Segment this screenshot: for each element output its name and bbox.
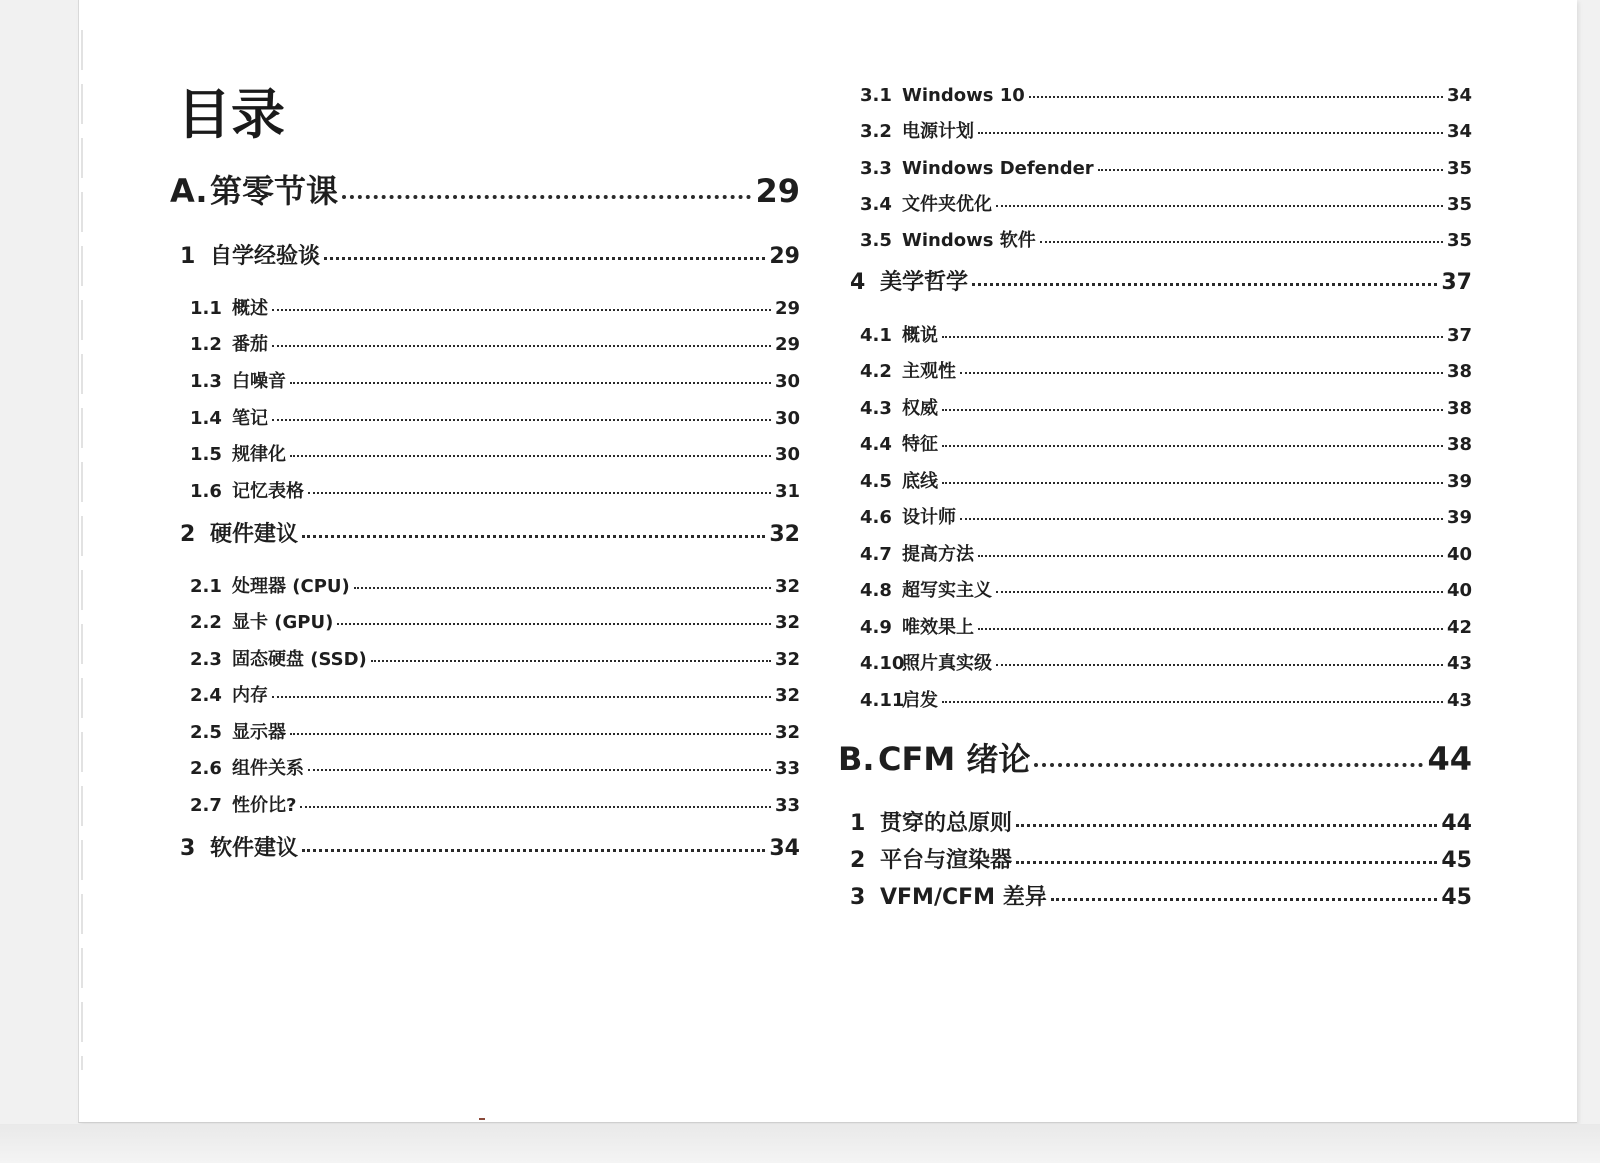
entry-number: 2 <box>180 522 196 547</box>
page-number: 30 <box>774 371 800 392</box>
toc-entry-chapter <box>850 270 1472 296</box>
dot-leader <box>337 623 771 625</box>
entry-title: 文件夹优化 <box>902 194 992 215</box>
entry-number: 2.3 <box>190 649 222 670</box>
entry-title: 照片真实级 <box>902 653 992 674</box>
entry-title: 白噪音 <box>232 371 286 392</box>
toc-entry-part <box>170 172 800 210</box>
dot-leader <box>324 257 765 260</box>
dot-leader <box>1016 824 1437 827</box>
page-number: 35 <box>1446 194 1472 215</box>
page-number: 32 <box>774 722 800 743</box>
toc-entry-chapter <box>850 848 1472 874</box>
entry-number: 3 <box>180 836 196 861</box>
toc-entry-chapter <box>180 836 800 862</box>
toc-entry-sub <box>860 434 1472 456</box>
entry-number: 3 <box>850 885 866 910</box>
toc-entry-sub <box>860 230 1472 252</box>
dot-leader <box>1098 169 1443 171</box>
dot-leader <box>1029 96 1443 98</box>
entry-title: 固态硬盘 (SSD) <box>232 649 367 670</box>
entry-title: 性价比? <box>232 795 297 816</box>
dot-leader <box>996 591 1443 593</box>
scan-speck <box>479 1118 485 1120</box>
toc-entry-sub <box>190 758 800 780</box>
toc-entry-sub <box>860 158 1472 180</box>
page-number: 29 <box>755 172 800 210</box>
entry-number: 4.3 <box>860 398 892 419</box>
toc-entry-sub <box>190 481 800 503</box>
dot-leader <box>354 587 771 589</box>
entry-number: 1 <box>850 811 866 836</box>
dot-leader <box>272 419 771 421</box>
toc-entry-sub <box>190 576 800 598</box>
entry-number: 1 <box>180 244 196 269</box>
entry-title: Windows Defender <box>902 158 1094 179</box>
page-number: 29 <box>774 298 800 319</box>
entry-title: 硬件建议 <box>210 522 299 547</box>
page-number: 33 <box>774 758 800 779</box>
toc-entry-sub <box>860 471 1472 493</box>
page-number: 44 <box>1427 740 1472 778</box>
entry-number: 3.5 <box>860 230 892 251</box>
toc-entry-sub <box>860 325 1472 347</box>
entry-title: 概述 <box>232 298 268 319</box>
entry-title: 主观性 <box>902 361 956 382</box>
toc-entry-sub <box>190 685 800 707</box>
entry-title: CFM 绪论 <box>878 740 1031 778</box>
page-number: 39 <box>1446 507 1472 528</box>
entry-number: 4.7 <box>860 544 892 565</box>
entry-number: 1.6 <box>190 481 222 502</box>
page-number: 38 <box>1446 361 1472 382</box>
dot-leader <box>1016 861 1437 864</box>
entry-number: 3.2 <box>860 121 892 142</box>
page-number: 30 <box>774 408 800 429</box>
page-number: 32 <box>774 685 800 706</box>
scan-background <box>0 1124 1600 1163</box>
dot-leader <box>996 664 1443 666</box>
dot-leader <box>302 849 765 852</box>
entry-title: 显卡 (GPU) <box>232 612 334 633</box>
page-fold-edge <box>81 30 83 1070</box>
entry-title: 底线 <box>902 471 938 492</box>
dot-leader <box>302 535 765 538</box>
toc-entry-chapter <box>180 244 800 270</box>
dot-leader <box>978 555 1443 557</box>
page-number: 40 <box>1446 544 1472 565</box>
toc-title: 目录 <box>177 83 285 146</box>
page-number: 45 <box>1441 885 1472 910</box>
entry-title: 番茄 <box>232 334 268 355</box>
entry-number: 2.6 <box>190 758 222 779</box>
page-number: 34 <box>769 836 800 861</box>
entry-number: 1.5 <box>190 444 222 465</box>
toc-entry-sub <box>860 544 1472 566</box>
page-number: 32 <box>774 649 800 670</box>
entry-title: 美学哲学 <box>880 270 969 295</box>
toc-entry-sub <box>860 398 1472 420</box>
toc-entry-sub <box>190 298 800 320</box>
entry-number: 4.11 <box>860 690 905 711</box>
entry-number: 4.5 <box>860 471 892 492</box>
entry-number: 4.8 <box>860 580 892 601</box>
entry-number: 2.2 <box>190 612 222 633</box>
dot-leader <box>942 482 1443 484</box>
entry-title: 提高方法 <box>902 544 974 565</box>
entry-number: 1.2 <box>190 334 222 355</box>
toc-entry-sub <box>860 85 1472 107</box>
dot-leader <box>1040 241 1443 243</box>
dot-leader <box>960 518 1443 520</box>
page-number: 32 <box>774 612 800 633</box>
toc-entry-sub <box>190 795 800 817</box>
page-number: 37 <box>1441 270 1472 295</box>
entry-title: 权威 <box>902 398 938 419</box>
entry-title: 平台与渲染器 <box>880 848 1013 873</box>
entry-title: 组件关系 <box>232 758 304 779</box>
dot-leader <box>942 701 1443 703</box>
toc-entry-sub <box>860 653 1472 675</box>
dot-leader <box>978 132 1443 134</box>
entry-number: 1.1 <box>190 298 222 319</box>
toc-entry-sub <box>190 722 800 744</box>
toc-entry-chapter <box>850 885 1472 911</box>
entry-title: 超写实主义 <box>902 580 992 601</box>
page-number: 40 <box>1446 580 1472 601</box>
toc-entry-sub <box>190 334 800 356</box>
dot-leader <box>308 769 771 771</box>
page-number: 29 <box>769 244 800 269</box>
entry-number: 4.4 <box>860 434 892 455</box>
entry-number: 4 <box>850 270 866 295</box>
page-number: 34 <box>1446 121 1472 142</box>
entry-number: 4.10 <box>860 653 905 674</box>
page-number: 38 <box>1446 398 1472 419</box>
entry-title: 设计师 <box>902 507 956 528</box>
entry-number: B. <box>838 740 875 778</box>
dot-leader <box>272 309 771 311</box>
entry-title: 内存 <box>232 685 268 706</box>
dot-leader <box>996 205 1443 207</box>
entry-number: 4.2 <box>860 361 892 382</box>
dot-leader <box>300 806 770 808</box>
dot-leader <box>272 696 771 698</box>
dot-leader <box>342 195 751 199</box>
dot-leader <box>1051 898 1438 901</box>
entry-title: 显示器 <box>232 722 286 743</box>
entry-number: 2 <box>850 848 866 873</box>
page-number: 35 <box>1446 230 1472 251</box>
page-number: 43 <box>1446 653 1472 674</box>
entry-title: 唯效果上 <box>902 617 974 638</box>
entry-title: 处理器 (CPU) <box>232 576 350 597</box>
page-number: 38 <box>1446 434 1472 455</box>
entry-title: 记忆表格 <box>232 481 304 502</box>
entry-title: 贯穿的总原则 <box>880 811 1013 836</box>
page-number: 34 <box>1446 85 1472 106</box>
page-number: 32 <box>769 522 800 547</box>
entry-number: A. <box>170 172 208 210</box>
page-number: 29 <box>774 334 800 355</box>
toc-entry-sub <box>860 507 1472 529</box>
page-number: 37 <box>1446 325 1472 346</box>
dot-leader <box>371 660 771 662</box>
entry-title: 软件建议 <box>210 836 299 861</box>
entry-number: 3.3 <box>860 158 892 179</box>
toc-entry-sub <box>190 408 800 430</box>
toc-entry-sub <box>860 580 1472 602</box>
entry-title: 笔记 <box>232 408 268 429</box>
entry-title: 启发 <box>902 690 938 711</box>
entry-title: Windows 10 <box>902 85 1025 106</box>
entry-title: 特征 <box>902 434 938 455</box>
dot-leader <box>290 382 771 384</box>
dot-leader <box>942 336 1443 338</box>
entry-title: 电源计划 <box>902 121 974 142</box>
dot-leader <box>290 455 771 457</box>
toc-entry-chapter <box>180 522 800 548</box>
entry-number: 3.4 <box>860 194 892 215</box>
page-number: 33 <box>774 795 800 816</box>
page-number: 44 <box>1441 811 1472 836</box>
toc-entry-sub <box>190 371 800 393</box>
toc-entry-sub <box>860 690 1472 712</box>
toc-entry-sub <box>860 361 1472 383</box>
entry-number: 4.9 <box>860 617 892 638</box>
dot-leader <box>942 409 1443 411</box>
page-number: 43 <box>1446 690 1472 711</box>
toc-entry-sub <box>860 617 1472 639</box>
page-number: 32 <box>774 576 800 597</box>
entry-number: 4.6 <box>860 507 892 528</box>
dot-leader <box>960 372 1443 374</box>
dot-leader <box>978 628 1443 630</box>
entry-number: 3.1 <box>860 85 892 106</box>
dot-leader <box>1034 763 1423 767</box>
toc-entry-part <box>838 740 1472 778</box>
entry-title: 自学经验谈 <box>210 244 321 269</box>
entry-number: 2.1 <box>190 576 222 597</box>
toc-entry-chapter <box>850 811 1472 837</box>
toc-entry-sub <box>860 121 1472 143</box>
dot-leader <box>290 733 771 735</box>
page-number: 35 <box>1446 158 1472 179</box>
toc-entry-sub <box>190 612 800 634</box>
dot-leader <box>942 445 1443 447</box>
entry-title: 第零节课 <box>210 172 339 210</box>
page-number: 42 <box>1446 617 1472 638</box>
toc-entry-sub <box>190 444 800 466</box>
page-number: 31 <box>774 481 800 502</box>
entry-number: 2.5 <box>190 722 222 743</box>
entry-title: 规律化 <box>232 444 286 465</box>
page-number: 45 <box>1441 848 1472 873</box>
entry-number: 2.7 <box>190 795 222 816</box>
dot-leader <box>272 345 771 347</box>
entry-title: 概说 <box>902 325 938 346</box>
entry-number: 2.4 <box>190 685 222 706</box>
entry-number: 1.3 <box>190 371 222 392</box>
dot-leader <box>308 492 771 494</box>
entry-title: Windows 软件 <box>902 230 1036 251</box>
page-number: 30 <box>774 444 800 465</box>
toc-entry-sub <box>190 649 800 671</box>
dot-leader <box>972 283 1437 286</box>
page-number: 39 <box>1446 471 1472 492</box>
entry-number: 1.4 <box>190 408 222 429</box>
entry-number: 4.1 <box>860 325 892 346</box>
toc-entry-sub <box>860 194 1472 216</box>
entry-title: VFM/CFM 差异 <box>880 885 1047 910</box>
